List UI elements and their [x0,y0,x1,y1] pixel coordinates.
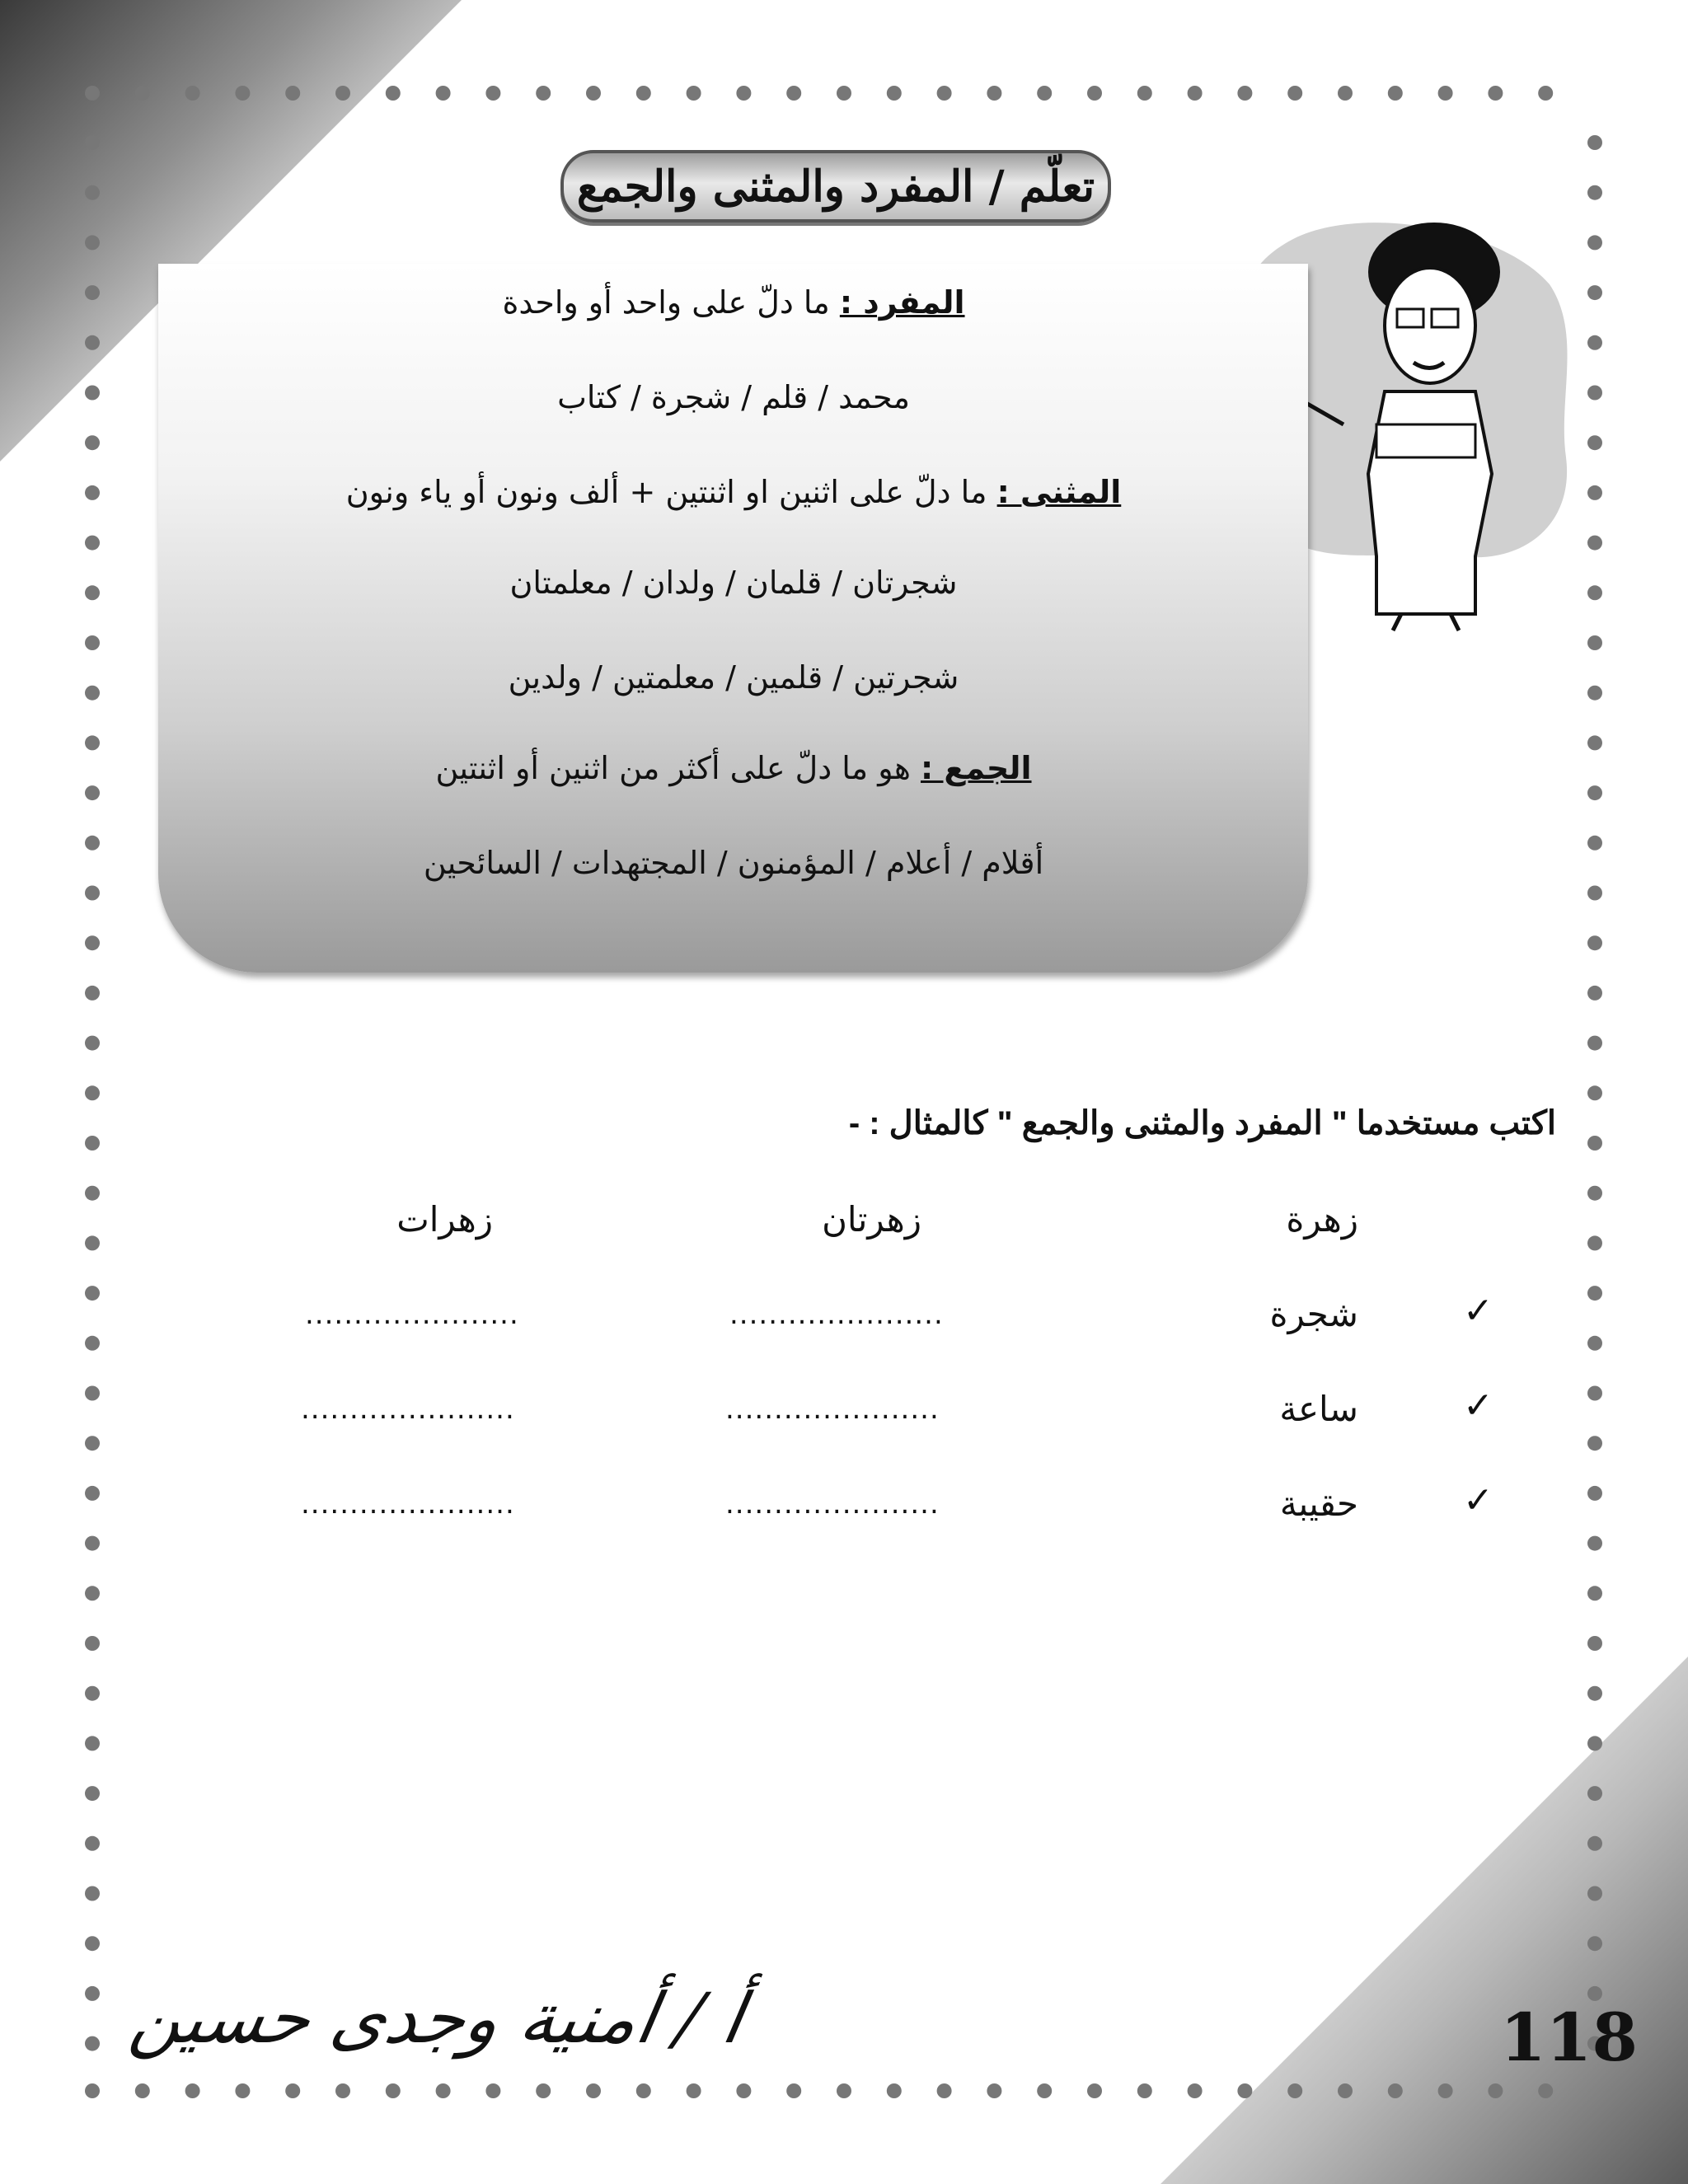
plural-answer-blank[interactable]: ...................... [305,1298,519,1331]
border-dot [736,86,751,101]
border-dot [1587,185,1602,200]
border-dot [1388,2083,1403,2098]
border-dot [1587,1286,1602,1301]
border-dot [85,1586,100,1601]
border-dot [85,1336,100,1351]
border-dot [1587,935,1602,950]
border-dot [1587,635,1602,650]
dual-answer-blank[interactable]: ...................... [725,1393,940,1426]
border-dot [636,86,651,101]
dual-definition-text: ما دلّ على اثنين او اثنتين + ألف ونون أو ياء ونون [345,474,997,510]
border-dot [1587,1336,1602,1351]
border-dot [1488,86,1503,101]
row-word: حقيبة [1279,1483,1358,1524]
exercise-instruction: اكتب مستخدما " المفرد والمثنى والجمع " كالمثال : - [848,1105,1556,1141]
border-dot [987,2083,1001,2098]
border-dot [85,1436,100,1451]
border-dot [536,86,551,101]
border-dot [235,2083,250,2098]
border-dot [85,1636,100,1651]
border-dot [85,1786,100,1801]
border-dot [386,86,401,101]
border-dot [1237,86,1252,101]
border-dot [85,635,100,650]
check-icon: ✓ [1463,1385,1493,1427]
plural-term: الجمع : [920,750,1032,786]
border-dot [85,1386,100,1401]
author-signature: أ / أمنية وجدى حسين [124,1978,750,2059]
border-dot [887,86,902,101]
border-dot [1587,1936,1602,1951]
border-dot [837,86,851,101]
border-dot [937,2083,952,2098]
border-dot [85,536,100,551]
border-dot [1587,1486,1602,1501]
check-icon: ✓ [1463,1290,1493,1332]
border-dot [485,2083,500,2098]
border-dot [436,86,451,101]
border-dot [1587,686,1602,701]
border-dot [1287,2083,1302,2098]
border-dot [436,2083,451,2098]
border-dot [485,86,500,101]
border-dot [1037,2083,1052,2098]
border-dot [1137,86,1152,101]
border-dot [85,1686,100,1701]
border-dot [1587,886,1602,901]
example-singular: زهرة [1286,1199,1358,1240]
lesson-title-banner [560,150,1111,223]
border-dot [85,235,100,250]
border-dot [1587,1736,1602,1750]
border-dot [85,1235,100,1250]
dual-answer-blank[interactable]: ...................... [729,1298,944,1331]
border-dot [1587,485,1602,500]
border-dot [1587,1586,1602,1601]
border-dot [1087,2083,1102,2098]
border-dot [1538,2083,1553,2098]
border-dot [1587,536,1602,551]
example-plural: زهرات [396,1199,493,1240]
border-dot [85,1136,100,1151]
border-dot [1188,86,1203,101]
border-dot [85,986,100,1001]
border-dot [1587,1786,1602,1801]
border-dot [386,2083,401,2098]
border-dot [1137,2083,1152,2098]
border-dot [285,86,300,101]
border-dot [85,1936,100,1951]
border-dot [85,1036,100,1051]
border-dot [1587,335,1602,350]
page-number: 118 [1500,1999,1638,2076]
border-dot [1587,235,1602,250]
example-dual: زهرتان [822,1199,921,1240]
dual-answer-blank[interactable]: ...................... [725,1488,940,1521]
border-dot [85,135,100,150]
border-dot [85,1986,100,2001]
singular-definition [0,284,1467,321]
border-dot [135,86,150,101]
border-dot [1587,1836,1602,1851]
border-dot [586,86,601,101]
singular-examples: محمد / قلم / شجرة / كتاب [557,379,910,415]
border-dot [85,1536,100,1551]
dual-definition [0,474,1467,510]
border-dot [85,2083,100,2098]
check-icon: ✓ [1463,1479,1493,1521]
border-dot [285,2083,300,2098]
border-dot [335,86,350,101]
border-dot [85,2036,100,2051]
border-dot [85,435,100,450]
border-dot [1087,86,1102,101]
border-dot [1388,86,1403,101]
border-dot [1587,1386,1602,1401]
border-dot [1587,1436,1602,1451]
border-dot [1438,2083,1453,2098]
border-dot [1587,1235,1602,1250]
row-word: ساعة [1279,1389,1358,1429]
border-dot [1037,86,1052,101]
plural-answer-blank[interactable]: ...................... [301,1488,515,1521]
border-dot [135,2083,150,2098]
border-dot [1587,285,1602,300]
border-dot [687,86,701,101]
border-dot [185,2083,200,2098]
dual-examples-1: شجرتان / قلمان / ولدان / معلمتان [509,565,958,601]
border-dot [1587,386,1602,401]
border-dot [786,2083,801,2098]
border-dot [85,735,100,750]
border-dot [85,1085,100,1100]
border-dot [1587,1186,1602,1201]
border-dot [1587,1686,1602,1701]
border-dot [1587,1636,1602,1651]
border-dot [837,2083,851,2098]
border-dot [1587,1136,1602,1151]
border-dot [1587,1886,1602,1901]
border-dot [937,86,952,101]
border-dot [85,785,100,800]
border-dot [1538,86,1553,101]
singular-term: المفرد : [839,284,965,321]
plural-answer-blank[interactable]: ...................... [301,1393,515,1426]
dual-term: المثنى : [996,474,1122,510]
singular-definition-text: ما دلّ على واحد أو واحدة [502,284,840,321]
border-dot [335,2083,350,2098]
border-dot [85,1736,100,1750]
border-dot [1587,1036,1602,1051]
border-dot [85,1486,100,1501]
border-dot [85,935,100,950]
border-dot [1587,836,1602,851]
plural-definition [0,750,1467,786]
border-dot [1488,2083,1503,2098]
border-dot [1587,785,1602,800]
border-dot [1587,1536,1602,1551]
border-dot [85,1186,100,1201]
border-dot [185,86,200,101]
border-dot [235,86,250,101]
border-dot [85,185,100,200]
row-word: شجرة [1269,1294,1358,1334]
border-dot [1587,135,1602,150]
border-dot [1338,2083,1353,2098]
border-dot [1338,86,1353,101]
border-dot [1237,2083,1252,2098]
border-dot [1188,2083,1203,2098]
dual-examples-2: شجرتين / قلمين / معلمتين / ولدين [508,659,959,696]
border-dot [85,86,100,101]
border-dot [1587,1085,1602,1100]
border-dot [736,2083,751,2098]
border-dot [1587,986,1602,1001]
border-dot [1587,435,1602,450]
border-dot [786,86,801,101]
border-dot [85,886,100,901]
plural-definition-text: هو ما دلّ على أكثر من اثنين أو اثنتين [435,750,921,786]
border-dot [85,1286,100,1301]
border-dot [1287,86,1302,101]
lesson-title: تعلّم / المفرد والمثنى والجمع [576,161,1095,212]
border-dot [636,2083,651,2098]
border-dot [536,2083,551,2098]
border-dot [85,1836,100,1851]
border-dot [1438,86,1453,101]
plural-examples: أقلام / أعلام / المؤمنون / المجتهدات / السائحين [423,845,1044,881]
border-dot [586,2083,601,2098]
border-dot [687,2083,701,2098]
border-dot [85,335,100,350]
border-dot [1587,585,1602,600]
border-dot [987,86,1001,101]
border-dot [1587,735,1602,750]
border-dot [887,2083,902,2098]
border-dot [85,1886,100,1901]
